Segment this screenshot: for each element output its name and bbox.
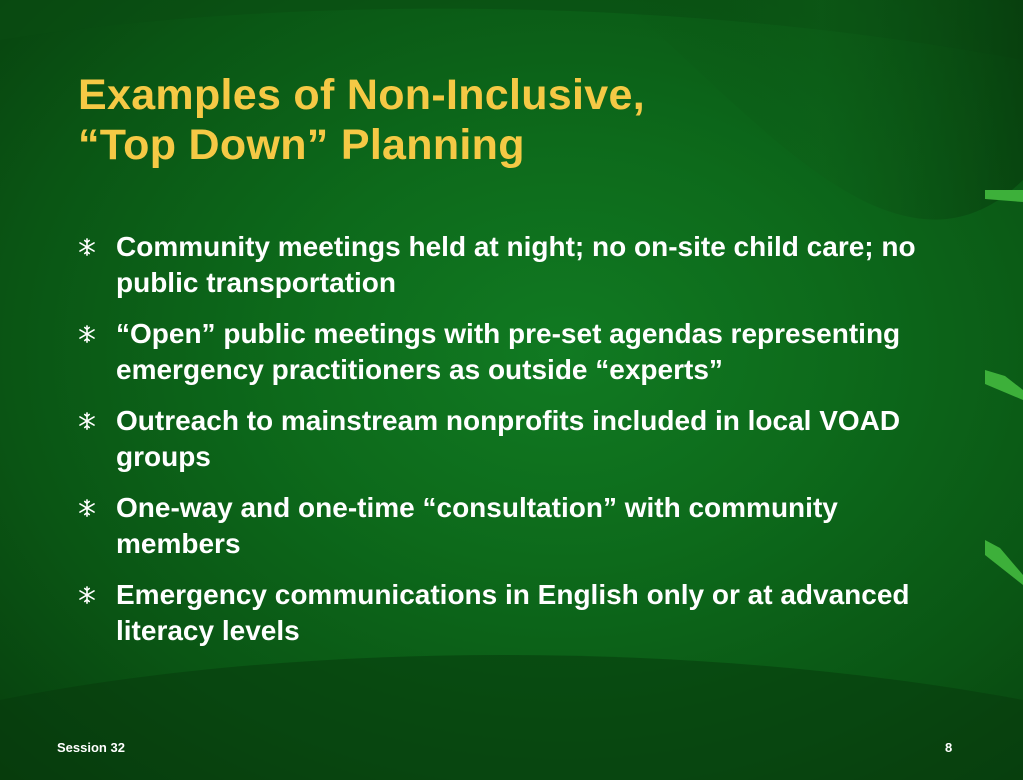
snowflake-icon xyxy=(78,499,96,517)
bullet-list xyxy=(78,229,958,664)
title-line-1: Examples of Non-Inclusive, xyxy=(78,71,645,119)
snowflake-icon xyxy=(78,586,96,604)
bullet-item xyxy=(78,577,958,649)
slide-number: 8 xyxy=(945,740,953,755)
bullet-item xyxy=(78,229,958,301)
bullet-text: Emergency communications in English only or at advanced literacy levels xyxy=(116,579,910,646)
bullet-item xyxy=(78,403,958,475)
bullet-item xyxy=(78,490,958,562)
footer-session-label: Session 32 xyxy=(57,740,125,755)
snowflake-icon xyxy=(78,412,96,430)
slide-title xyxy=(78,70,958,170)
bullet-text: “Open” public meetings with pre-set agendas representing emergency practitioners as outside “experts” xyxy=(116,318,901,385)
bullet-text: Outreach to mainstream nonprofits included in local VOAD groups xyxy=(116,405,901,472)
bullet-item xyxy=(78,316,958,388)
snowflake-icon xyxy=(78,325,96,343)
bullet-text: One-way and one-time “consultation” with community members xyxy=(116,492,838,559)
snowflake-icon xyxy=(78,238,96,256)
title-line-2: “Top Down” Planning xyxy=(78,121,525,169)
bullet-text: Community meetings held at night; no on-site child care; no public transportation xyxy=(116,231,916,298)
